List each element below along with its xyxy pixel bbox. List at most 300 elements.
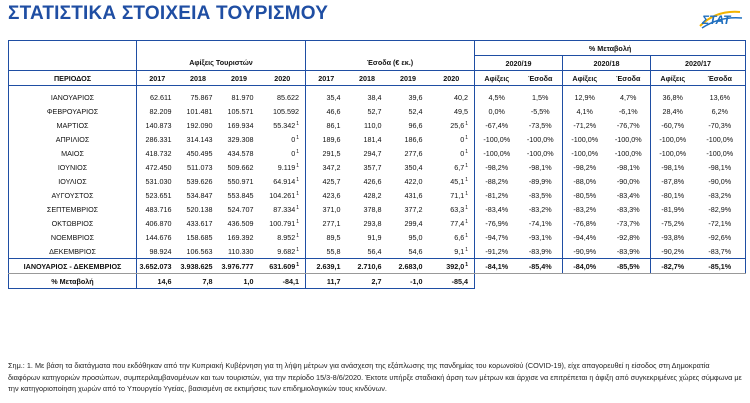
footnote-marker: 1: [465, 120, 468, 127]
change-cell: [695, 188, 746, 202]
arrivals-cell-value: 329.308: [227, 134, 254, 144]
change-cell: [651, 118, 695, 132]
arrivals-cell: [178, 146, 219, 160]
receipts-cell-value: -1,0: [410, 276, 423, 286]
arrivals-cell: [260, 118, 306, 132]
receipts-cell: [306, 188, 347, 202]
arrivals-cell: [178, 118, 219, 132]
compare-2020-17: 2020/17: [651, 56, 746, 71]
arrivals-cell: [219, 118, 260, 132]
empty-cell: [695, 274, 746, 289]
change-cell: [651, 160, 695, 174]
arrivals-cell-value: 9.682: [277, 246, 296, 256]
sub-arrivals: Αφίξεις: [563, 71, 607, 86]
table-row: [9, 146, 746, 160]
receipts-cell-value: 35,4: [326, 92, 341, 102]
receipts-cell: [429, 104, 475, 118]
change-cell: [475, 259, 519, 274]
change-cell: [563, 259, 607, 274]
change-cell: [607, 259, 651, 274]
arrivals-cell-value: 3.652.073: [139, 261, 172, 271]
footnote-marker: 1: [465, 176, 468, 183]
period-cell: [9, 132, 137, 146]
period-cell-value: ΑΥΓΟΥΣΤΟΣ: [51, 190, 94, 200]
change-cell-value: -76,8%: [573, 218, 597, 228]
arrivals-cell: [219, 188, 260, 202]
change-cell: [475, 202, 519, 216]
period-cell: [9, 174, 137, 188]
arrivals-group-label: Αφίξεις Τουριστών: [137, 56, 306, 71]
change-cell-value: -6,1%: [618, 106, 638, 116]
table-row: [9, 104, 746, 118]
footnote-marker: 1: [465, 134, 468, 141]
receipts-cell-value: 6,7: [454, 162, 465, 172]
receipts-cell: [347, 104, 388, 118]
change-cell-value: -100,0%: [483, 148, 511, 158]
arrivals-cell: [219, 202, 260, 216]
arrivals-cell: [260, 274, 306, 289]
arrivals-cell-value: 64.914: [273, 176, 296, 186]
receipts-cell: [306, 244, 347, 259]
period-cell-value: ΝΟΕΜΒΡΙΟΣ: [50, 232, 95, 242]
footnote-marker: 1: [296, 134, 299, 141]
period-cell: [9, 188, 137, 202]
receipts-cell-value: 0: [460, 148, 465, 158]
change-cell: [563, 216, 607, 230]
arrivals-cell-value: 550.971: [227, 176, 254, 186]
change-cell: [651, 216, 695, 230]
change-cell-value: -84,0%: [573, 261, 597, 271]
change-cell: [563, 118, 607, 132]
arrivals-cell-value: 55.342: [273, 120, 296, 130]
change-cell: [563, 244, 607, 259]
receipts-cell: [306, 216, 347, 230]
receipts-cell-value: 52,7: [367, 106, 382, 116]
period-cell-value: ΜΑΙΟΣ: [61, 148, 84, 158]
receipts-cell: [388, 90, 429, 104]
receipts-cell: [347, 274, 388, 289]
change-cell: [519, 259, 563, 274]
change-cell: [519, 216, 563, 230]
change-cell-value: -100,0%: [483, 134, 511, 144]
change-cell-value: -80,5%: [573, 190, 597, 200]
change-cell: [563, 160, 607, 174]
arrivals-cell-value: 100.791: [269, 218, 296, 228]
arrivals-cell-value: 7,8: [202, 276, 213, 286]
change-cell-value: -80,1%: [661, 190, 685, 200]
arrivals-cell-value: 169.392: [227, 232, 254, 242]
receipts-cell-value: 189,6: [322, 134, 341, 144]
receipts-cell-value: 38,4: [367, 92, 382, 102]
sub-receipts: Έσοδα: [695, 71, 746, 86]
footnote-marker: 1: [296, 232, 299, 239]
change-cell-value: -98,1%: [661, 162, 685, 172]
arrivals-cell-value: 531.030: [145, 176, 172, 186]
receipts-cell-value: 52,4: [408, 106, 423, 116]
arrivals-cell-value: 509.662: [227, 162, 254, 172]
change-cell: [607, 188, 651, 202]
receipts-cell-value: 71,1: [450, 190, 465, 200]
change-cell-value: -83,9%: [528, 246, 552, 256]
change-cell: [563, 104, 607, 118]
change-cell-value: -98,2%: [573, 162, 597, 172]
change-cell: [475, 230, 519, 244]
receipts-cell-value: 0: [460, 134, 465, 144]
receipts-cell-value: 2.683,0: [398, 261, 423, 271]
change-cell: [563, 90, 607, 104]
arrivals-cell: [260, 90, 306, 104]
change-cell-value: -83,4%: [616, 190, 640, 200]
header-blank: [9, 41, 137, 56]
change-cell-value: -90,9%: [573, 246, 597, 256]
year-header: 2020: [260, 71, 306, 86]
change-cell-value: -100,0%: [614, 148, 642, 158]
receipts-cell: [429, 230, 475, 244]
arrivals-cell-value: 524.707: [227, 204, 254, 214]
arrivals-cell: [137, 90, 178, 104]
receipts-cell: [388, 118, 429, 132]
year-header: 2018: [347, 71, 388, 86]
arrivals-cell: [178, 216, 219, 230]
receipts-cell: [347, 259, 388, 274]
period-cell: [9, 230, 137, 244]
arrivals-cell: [219, 274, 260, 289]
change-cell: [607, 118, 651, 132]
arrivals-cell: [178, 244, 219, 259]
change-cell-value: -81,2%: [485, 190, 509, 200]
change-cell: [651, 230, 695, 244]
arrivals-cell: [137, 274, 178, 289]
change-cell: [563, 132, 607, 146]
receipts-cell-value: 181,4: [363, 134, 382, 144]
table-row: [9, 90, 746, 104]
arrivals-cell-value: 553.845: [227, 190, 254, 200]
change-cell-value: -93,1%: [528, 232, 552, 242]
arrivals-cell-value: 0: [291, 148, 296, 158]
receipts-cell-value: 186,6: [404, 134, 423, 144]
receipts-cell: [429, 174, 475, 188]
receipts-cell: [429, 216, 475, 230]
change-cell-value: 12,9%: [574, 92, 595, 102]
change-cell: [651, 202, 695, 216]
arrivals-cell-value: 105.592: [273, 106, 299, 116]
empty-cell: [563, 274, 607, 289]
receipts-cell-value: 25,6: [450, 120, 465, 130]
change-cell-value: -67,4%: [485, 120, 509, 130]
arrivals-cell-value: 418.732: [145, 148, 172, 158]
change-cell: [651, 244, 695, 259]
arrivals-cell-value: 433.617: [186, 218, 213, 228]
receipts-cell: [388, 259, 429, 274]
receipts-cell: [306, 90, 347, 104]
receipts-cell: [306, 259, 347, 274]
change-cell: [695, 90, 746, 104]
receipts-cell: [347, 132, 388, 146]
receipts-cell-value: 350,4: [404, 162, 423, 172]
receipts-cell: [347, 216, 388, 230]
table-row: [9, 188, 746, 202]
change-cell-value: -85,5%: [616, 261, 640, 271]
period-cell-value: ΙΑΝΟΥΑΡΙΟΣ - ΔΕΚΕΜΒΡΙΟΣ: [23, 261, 122, 271]
table-row: [9, 274, 746, 289]
change-cell: [519, 188, 563, 202]
arrivals-cell: [178, 230, 219, 244]
arrivals-cell-value: 1,0: [243, 276, 254, 286]
change-cell: [475, 160, 519, 174]
change-cell-value: -100,0%: [571, 148, 599, 158]
arrivals-cell: [260, 244, 306, 259]
footnote-marker: 1: [465, 246, 468, 253]
receipts-cell-value: 426,6: [363, 176, 382, 186]
change-cell: [475, 146, 519, 160]
arrivals-cell-value: 534.847: [186, 190, 213, 200]
period-cell-value: ΑΠΡΙΛΙΟΣ: [55, 134, 90, 144]
period-header: ΠΕΡΙΟΔΟΣ: [9, 71, 137, 86]
change-cell: [695, 132, 746, 146]
change-cell: [519, 174, 563, 188]
receipts-cell: [388, 188, 429, 202]
arrivals-cell-value: 472.450: [145, 162, 172, 172]
change-cell-value: -100,0%: [526, 134, 554, 144]
arrivals-cell: [137, 244, 178, 259]
period-cell: [9, 146, 137, 160]
receipts-cell-value: 422,0: [404, 176, 423, 186]
receipts-cell-value: 45,1: [450, 176, 465, 186]
arrivals-group-header: [137, 41, 306, 56]
receipts-cell-value: 46,6: [326, 106, 341, 116]
change-cell: [519, 230, 563, 244]
change-cell: [475, 188, 519, 202]
receipts-cell: [347, 146, 388, 160]
change-cell-value: -71,2%: [573, 120, 597, 130]
receipts-cell-value: 2.710,6: [357, 261, 382, 271]
change-cell: [695, 216, 746, 230]
change-cell-value: -83,2%: [528, 204, 552, 214]
receipts-cell: [429, 118, 475, 132]
receipts-cell-value: 95,0: [408, 232, 423, 242]
receipts-cell: [347, 174, 388, 188]
receipts-cell: [347, 90, 388, 104]
arrivals-cell: [178, 202, 219, 216]
change-cell: [607, 216, 651, 230]
arrivals-cell: [260, 174, 306, 188]
footnote-marker: 1: [296, 218, 299, 225]
change-cell: [475, 118, 519, 132]
empty-cell: [519, 274, 563, 289]
arrivals-cell-value: 192.090: [186, 120, 213, 130]
change-cell-value: 28,4%: [662, 106, 683, 116]
period-cell-value: ΙΟΥΝΙΟΣ: [57, 162, 88, 172]
arrivals-cell: [219, 90, 260, 104]
change-cell-value: -100,0%: [659, 134, 687, 144]
receipts-cell-value: 347,2: [322, 162, 341, 172]
arrivals-cell-value: 434.578: [227, 148, 254, 158]
arrivals-cell: [219, 216, 260, 230]
change-cell-value: -100,0%: [571, 134, 599, 144]
arrivals-cell-value: 406.870: [145, 218, 172, 228]
compare-2020-18: 2020/18: [563, 56, 651, 71]
receipts-cell-value: 371,0: [322, 204, 341, 214]
receipts-cell-value: 277,6: [404, 148, 423, 158]
receipts-cell: [429, 188, 475, 202]
change-cell: [475, 174, 519, 188]
arrivals-cell-value: 110.330: [228, 246, 254, 256]
receipts-cell: [306, 104, 347, 118]
change-cell: [695, 244, 746, 259]
arrivals-cell-value: -84,1: [282, 276, 299, 286]
arrivals-cell: [137, 202, 178, 216]
change-cell-value: -5,5%: [530, 106, 550, 116]
arrivals-cell: [137, 216, 178, 230]
receipts-cell: [388, 146, 429, 160]
change-cell: [475, 244, 519, 259]
arrivals-cell: [178, 132, 219, 146]
receipts-cell-value: 377,2: [404, 204, 423, 214]
receipts-cell-value: 294,7: [363, 148, 382, 158]
change-cell-value: -84,1%: [485, 261, 509, 271]
change-cell-value: 13,6%: [709, 92, 730, 102]
receipts-cell-value: 291,5: [322, 148, 341, 158]
receipts-cell-value: 11,7: [326, 276, 341, 286]
receipts-cell-value: 54,6: [408, 246, 423, 256]
arrivals-cell-value: 106.563: [186, 246, 213, 256]
change-cell: [519, 244, 563, 259]
empty-cell: [475, 274, 519, 289]
arrivals-cell: [260, 259, 306, 274]
receipts-group-label: Έσοδα (€ εκ.): [306, 56, 475, 71]
arrivals-cell-value: 104.261: [269, 190, 296, 200]
arrivals-cell: [260, 188, 306, 202]
footnote-marker: 1: [465, 218, 468, 225]
cystat-logo: [696, 6, 744, 32]
arrivals-cell-value: 523.651: [145, 190, 172, 200]
table-row: [9, 244, 746, 259]
change-cell: [519, 90, 563, 104]
arrivals-cell-value: 81.970: [231, 92, 254, 102]
tourism-table: [8, 40, 746, 289]
change-cell-value: -82,9%: [708, 204, 732, 214]
arrivals-cell-value: 0: [291, 134, 296, 144]
receipts-cell: [388, 230, 429, 244]
arrivals-cell-value: 144.676: [145, 232, 172, 242]
change-cell-value: -98,1%: [708, 162, 732, 172]
arrivals-cell: [178, 174, 219, 188]
empty-cell: [651, 274, 695, 289]
footnote-marker: 1: [465, 190, 468, 197]
receipts-cell-value: 40,2: [454, 92, 468, 102]
arrivals-cell-value: 85.622: [277, 92, 299, 102]
arrivals-cell-value: 520.138: [186, 204, 213, 214]
change-cell: [607, 146, 651, 160]
change-cell-value: -75,2%: [661, 218, 685, 228]
change-cell: [519, 202, 563, 216]
change-cell: [475, 90, 519, 104]
change-cell: [607, 244, 651, 259]
change-cell-value: -93,8%: [661, 232, 685, 242]
arrivals-cell: [260, 132, 306, 146]
receipts-cell: [388, 202, 429, 216]
footnote-marker: 1: [296, 148, 299, 155]
arrivals-cell-value: 9.119: [277, 162, 296, 172]
arrivals-cell-value: 436.509: [227, 218, 254, 228]
table-row: [9, 202, 746, 216]
change-cell-value: -91,2%: [485, 246, 509, 256]
change-cell: [563, 146, 607, 160]
arrivals-cell: [219, 132, 260, 146]
change-cell-value: -92,6%: [708, 232, 732, 242]
receipts-cell-value: 392,0: [446, 261, 465, 271]
change-cell-value: -92,8%: [616, 232, 640, 242]
change-cell-value: -94,7%: [485, 232, 509, 242]
receipts-cell-value: 55,8: [326, 246, 341, 256]
table-row: [9, 118, 746, 132]
receipts-cell-value: 77,4: [450, 218, 465, 228]
period-cell: [9, 274, 137, 289]
change-cell-value: -85,4%: [528, 261, 552, 271]
change-cell: [519, 160, 563, 174]
change-cell: [475, 104, 519, 118]
change-cell: [695, 259, 746, 274]
receipts-cell: [347, 188, 388, 202]
arrivals-cell: [178, 90, 219, 104]
change-cell-value: -90,0%: [616, 176, 640, 186]
footnote-marker: 1: [296, 162, 299, 169]
sub-arrivals: Αφίξεις: [651, 71, 695, 86]
change-cell: [651, 132, 695, 146]
arrivals-cell-value: 140.873: [145, 120, 172, 130]
period-cell: [9, 90, 137, 104]
change-cell: [607, 174, 651, 188]
change-cell: [651, 90, 695, 104]
receipts-cell: [306, 274, 347, 289]
receipts-cell: [347, 230, 388, 244]
receipts-cell-value: 91,9: [367, 232, 382, 242]
receipts-cell: [306, 174, 347, 188]
arrivals-cell-value: 101.481: [186, 106, 213, 116]
receipts-cell-value: 86,1: [326, 120, 341, 130]
period-cell: [9, 104, 137, 118]
footnote-marker: 1: [465, 232, 468, 239]
arrivals-cell: [178, 188, 219, 202]
arrivals-cell-value: 450.495: [186, 148, 213, 158]
change-cell: [563, 174, 607, 188]
table-row: [9, 160, 746, 174]
change-cell-value: -76,9%: [485, 218, 509, 228]
receipts-cell-value: 39,6: [408, 92, 423, 102]
receipts-cell: [306, 202, 347, 216]
arrivals-cell-value: 75.867: [190, 92, 213, 102]
receipts-cell: [347, 118, 388, 132]
change-cell-value: -89,9%: [528, 176, 552, 186]
change-cell-value: -88,2%: [485, 176, 509, 186]
period-cell: [9, 259, 137, 274]
change-cell-value: -83,2%: [708, 190, 732, 200]
change-cell: [607, 132, 651, 146]
table-row: [9, 259, 746, 274]
change-cell: [695, 230, 746, 244]
footnote-marker: 1: [296, 246, 299, 253]
period-cell: [9, 244, 137, 259]
receipts-cell-value: 2.639,1: [316, 261, 341, 271]
change-cell-value: -83,4%: [485, 204, 509, 214]
receipts-cell: [388, 174, 429, 188]
change-group-header: % Μεταβολή: [475, 41, 746, 56]
change-cell-value: -82,7%: [661, 261, 685, 271]
change-cell: [519, 104, 563, 118]
change-cell-value: -98,1%: [528, 162, 552, 172]
arrivals-cell-value: 483.716: [145, 204, 172, 214]
arrivals-cell: [178, 259, 219, 274]
